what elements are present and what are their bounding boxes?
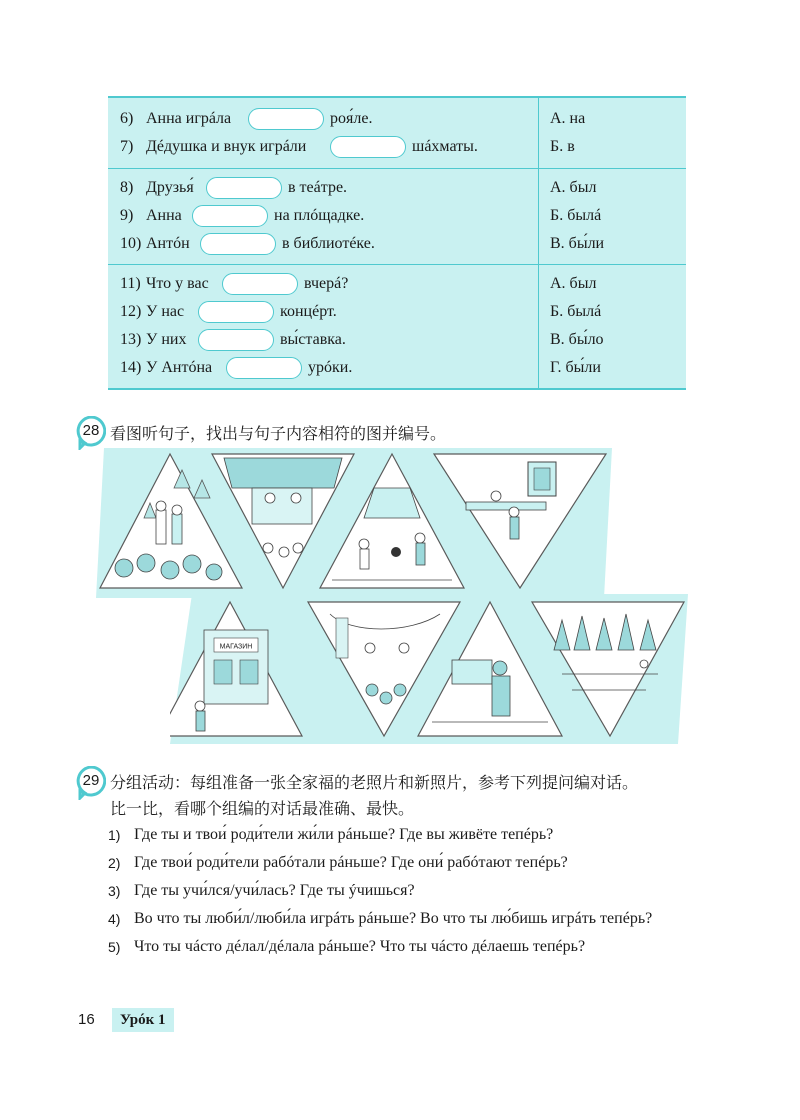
row-number: 6) [120,110,134,127]
row-number: 14) [120,359,142,376]
row-number: 12) [120,303,142,320]
row-text-after: вчерá? [304,275,349,292]
row-number: 7) [120,138,134,155]
row-text-after: урóки. [308,359,353,376]
table-group-3 [108,264,686,389]
option: Б. в [550,138,575,155]
question-number: 2) [108,855,121,871]
question-number: 4) [108,911,121,927]
table-row [108,134,686,160]
row-text-before: Анна [146,207,182,224]
task-28-instruction: 看图听句子，找出与句子内容相符的图并编号。 [110,424,447,443]
question-text: Где ты учи́лся/учи́лась? Где ты ýчишься? [134,882,415,899]
row-text-after: шáхматы. [412,138,478,155]
row-text-after: концéрт. [280,303,337,320]
task-29-instruction-line2: 比一比，看哪个组编的对话最准确、最快。 [110,799,415,818]
table-row [108,106,686,132]
task-29-instruction-line1: 分组活动：每组准备一张全家福的老照片和新照片，参考下列提问编对话。 [110,773,639,792]
row-text-before: Друзья́ [146,179,194,196]
picture-strip-top [84,448,614,598]
table-row [108,175,686,201]
row-text-after: на плóщадке. [274,207,365,224]
option: В. бы́ли [550,235,605,252]
page-number: 16 [78,1011,95,1028]
row-text-after: в теáтре. [288,179,348,196]
answer-blank[interactable] [222,273,298,295]
shop-sign: МАГАЗИН [219,643,253,651]
table-row [108,327,686,353]
question-text: Где твои́ роди́тели рабóтали рáньше? Где они́ рабóтают тепéрь? [134,854,568,871]
lesson-label: Урóк 1 [112,1008,174,1032]
row-number: 13) [120,331,142,348]
row-text-before: Анна игрáла [146,110,232,127]
answer-blank[interactable] [226,357,302,379]
answer-blank[interactable] [198,301,274,323]
table-row [108,271,686,297]
row-text-before: Антóн [146,235,190,252]
task-number: 28 [82,422,100,439]
table-row [108,355,686,381]
table-row [108,231,686,257]
answer-blank[interactable] [206,177,282,199]
row-number: 9) [120,207,134,224]
option: Б. былá [550,207,602,224]
picture-strip-bottom [170,594,690,744]
option: А. был [550,179,597,196]
row-text-before: У них [146,331,187,348]
option: Б. былá [550,303,602,320]
question-text: Где ты и твои́ роди́тели жи́ли рáньше? Где вы живёте тепéрь? [134,826,554,843]
question-number: 3) [108,883,121,899]
exercise-table [108,96,686,390]
row-text-after: вы́ставка. [280,331,346,348]
row-text-before: Дéдушка и внук игрáли [146,138,307,155]
question-number: 1) [108,827,121,843]
answer-blank[interactable] [330,136,406,158]
answer-blank[interactable] [192,205,268,227]
option: В. бы́ло [550,331,604,348]
row-text-after: в библиотéке. [282,235,375,252]
task-number: 29 [82,772,100,789]
answer-blank[interactable] [198,329,274,351]
row-text-after: рoя́ле. [330,110,373,127]
table-row [108,299,686,325]
task-number-badge [76,416,106,450]
row-text-before: Что у вас [146,275,209,292]
row-text-before: У Антóна [146,359,213,376]
row-text-before: У нас [146,303,185,320]
question-text: Во что ты люби́л/люби́ла игрáть рáньше? Во что ты лю́бишь игрáть тепéрь? [134,910,653,927]
question-text: Что ты чáсто дéлал/дéлала рáньше? Что ты чáсто дéлаешь тепéрь? [134,938,586,955]
task-number-badge [76,766,106,800]
option: А. был [550,275,597,292]
question-number: 5) [108,939,121,955]
table-row [108,203,686,229]
row-number: 10) [120,235,142,252]
option: Г. бы́ли [550,359,601,376]
option: А. на [550,110,586,127]
answer-blank[interactable] [248,108,324,130]
table-group-2 [108,168,686,265]
row-number: 8) [120,179,134,196]
answer-blank[interactable] [200,233,276,255]
row-number: 11) [120,275,141,292]
table-group-1 [108,98,686,168]
